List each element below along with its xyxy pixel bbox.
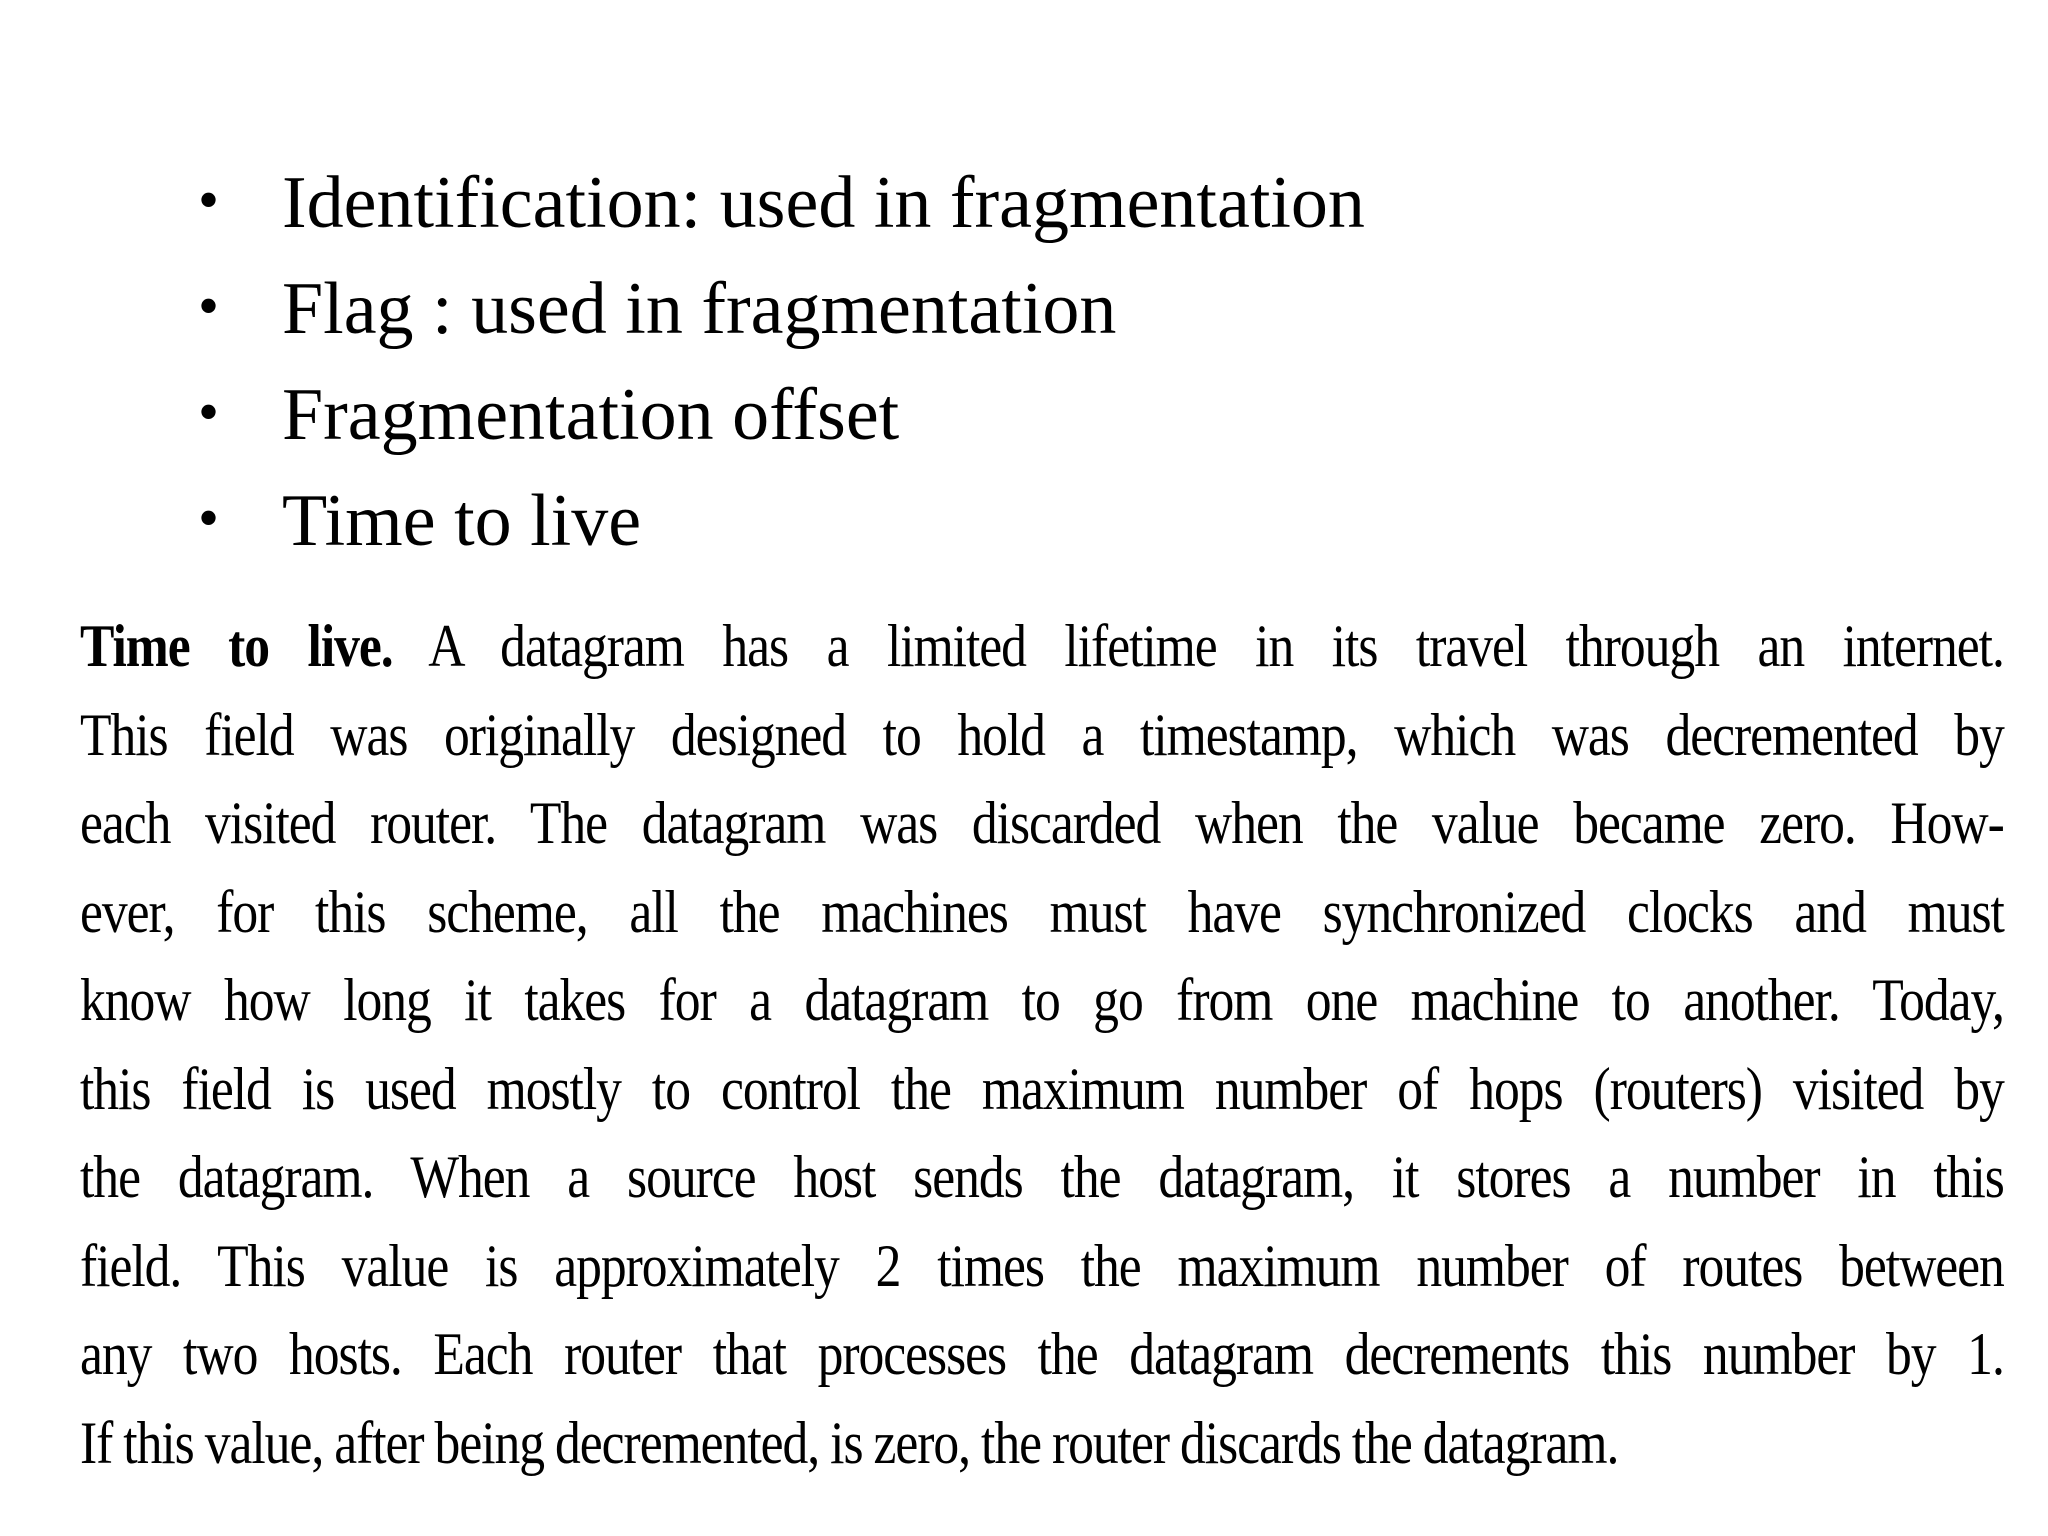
bullet-item-fragmentation-offset [198,362,1365,468]
bullet-item-flag [198,256,1365,362]
excerpt-line: field. This value is approximately 2 times the maximum number of routes between [80,1232,2004,1299]
bullet-text: Identification: used in fragmentation [282,162,1365,244]
bullet-item-identification [198,150,1365,256]
bullet-text: Time to live [282,480,642,562]
bullet-list [198,150,1365,574]
bullet-icon: • [198,167,220,233]
excerpt-line-text: A datagram has a limited lifetime in its travel through an internet. [392,613,2004,679]
excerpt-line: ever, for this scheme, all the machines must have synchronized clocks and must [80,878,2004,945]
bullet-item-time-to-live [198,468,1365,574]
bullet-text: Flag : used in fragmentation [282,268,1117,350]
textbook-excerpt [80,602,2004,1487]
bullet-icon: • [198,379,220,445]
excerpt-line: the datagram. When a source host sends the datagram, it stores a number in this [80,1144,2004,1210]
excerpt-term: Time to live. [80,613,393,679]
excerpt-line: If this value, after being decremented, is zero, the router discards the datagram. [80,1409,1619,1476]
excerpt-line: any two hosts. Each router that processes the datagram decrements this number by 1. [80,1321,2004,1387]
excerpt-line: each visited router. The datagram was discarded when the value became zero. How- [80,790,2004,856]
bullet-icon: • [198,485,220,551]
excerpt-line [80,602,2004,691]
bullet-text: Fragmentation offset [282,374,900,456]
excerpt-line: This field was originally designed to hold a timestamp, which was decremented by [80,701,2004,768]
excerpt-line: know how long it takes for a datagram to go from one machine to another. Today, [80,967,2004,1033]
bullet-icon: • [198,273,220,339]
excerpt-line: this field is used mostly to control the maximum number of hops (routers) visited by [80,1055,2004,1122]
